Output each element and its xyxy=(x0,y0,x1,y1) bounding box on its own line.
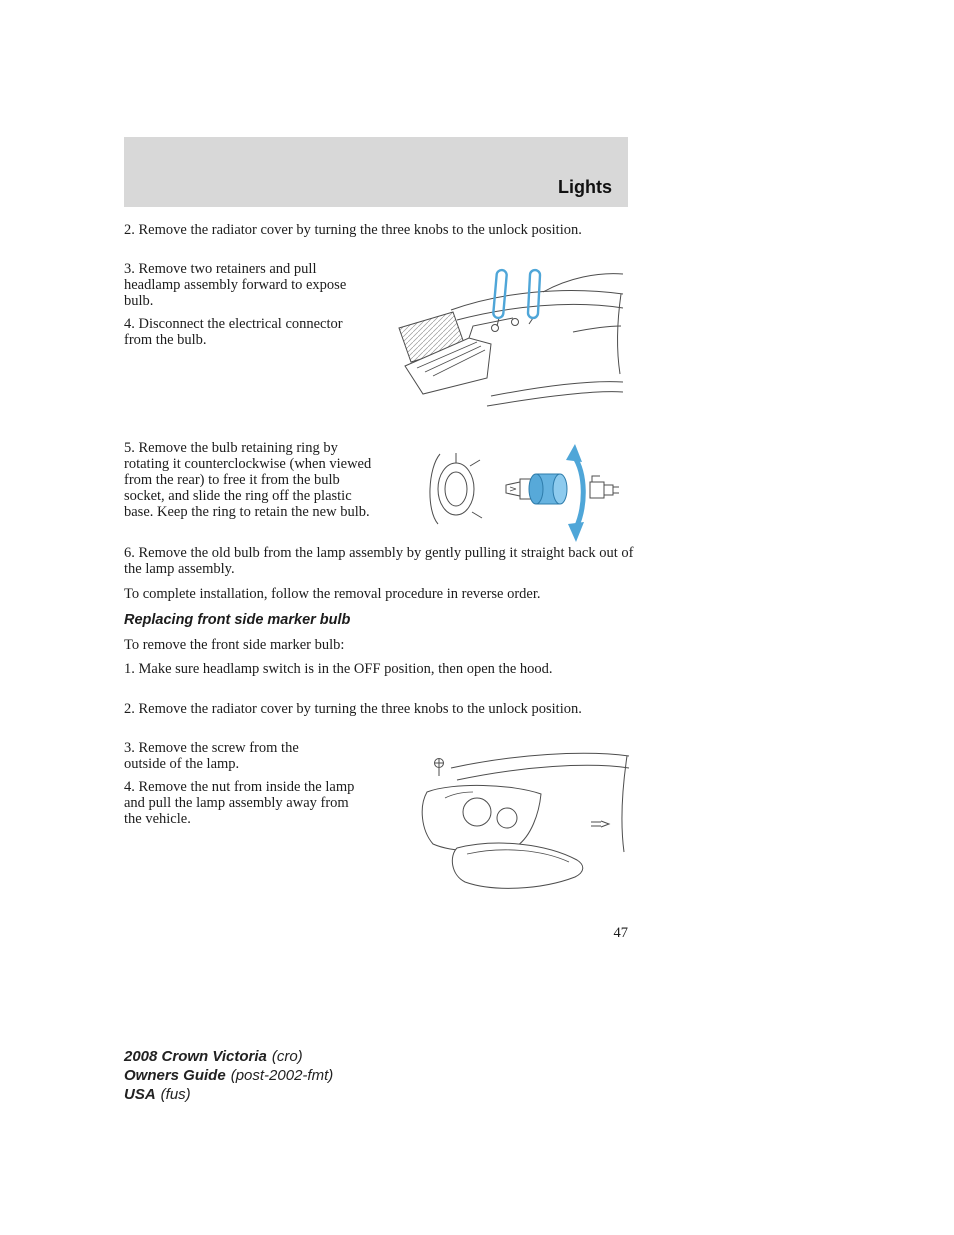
bulb-diagram-svg xyxy=(424,438,620,548)
rotate-counterclockwise-arrow-icon xyxy=(566,444,584,542)
bulb-retaining-ring-highlight-icon xyxy=(529,474,567,504)
side-marker-diagram-svg xyxy=(393,748,631,906)
section-title: Lights xyxy=(558,177,612,197)
footer-line-model xyxy=(124,1047,333,1066)
step-remove-radiator-cover-2: 2. Remove the radiator cover by turning the three knobs to the unlock position. xyxy=(124,701,582,717)
footer-guide-code: (post-2002-fmt) xyxy=(230,1067,334,1084)
footer-line-guide xyxy=(124,1066,333,1085)
figure-side-marker-lamp-diagram xyxy=(393,748,631,906)
heading-replacing-front-side-marker-bulb: Replacing front side marker bulb xyxy=(124,612,351,628)
page-number: 47 xyxy=(613,925,628,941)
para-intro-side-marker: To remove the front side marker bulb: xyxy=(124,637,345,653)
footer-model: 2008 Crown Victoria xyxy=(124,1048,267,1065)
headlamp-diagram-svg xyxy=(393,262,625,414)
step-remove-nut: 4. Remove the nut from inside the lamp and pull the lamp assembly away from the vehicle. xyxy=(124,779,355,827)
step-remove-screw: 3. Remove the screw from the outside of the lamp. xyxy=(124,740,299,772)
footer-market-code: (fus) xyxy=(160,1086,191,1103)
screw-top-icon xyxy=(435,759,444,777)
footer-market: USA xyxy=(124,1086,156,1103)
footer-model-code: (cro) xyxy=(271,1048,303,1065)
step-remove-radiator-cover: 2. Remove the radiator cover by turning the three knobs to the unlock position. xyxy=(124,222,582,238)
screw-side-icon xyxy=(591,821,609,827)
section-header-bar xyxy=(124,137,628,207)
step-remove-old-bulb: 6. Remove the old bulb from the lamp assembly by gently pulling it straight back out of the lamp assembly. xyxy=(124,545,634,577)
para-complete-installation: To complete installation, follow the removal procedure in reverse order. xyxy=(124,586,541,602)
figure-bulb-retaining-ring-diagram xyxy=(424,438,620,548)
step-disconnect-connector: 4. Disconnect the electrical connector from the bulb. xyxy=(124,316,343,348)
step-headlamp-switch-off: 1. Make sure headlamp switch is in the OFF position, then open the hood. xyxy=(124,661,553,677)
figure-headlamp-assembly-diagram xyxy=(393,262,625,414)
step-remove-retainers: 3. Remove two retainers and pull headlamp assembly forward to expose bulb. xyxy=(124,261,347,309)
footer-guide: Owners Guide xyxy=(124,1067,226,1084)
step-remove-retaining-ring: 5. Remove the bulb retaining ring by rotating it counterclockwise (when viewed from the rear) to free it from the bulb socket, and slide the ring off the plastic base. Keep the ring to retain the new bulb. xyxy=(124,440,372,520)
electrical-connector-icon xyxy=(590,476,619,498)
footer-line-market xyxy=(124,1085,333,1104)
footer xyxy=(124,1047,333,1104)
